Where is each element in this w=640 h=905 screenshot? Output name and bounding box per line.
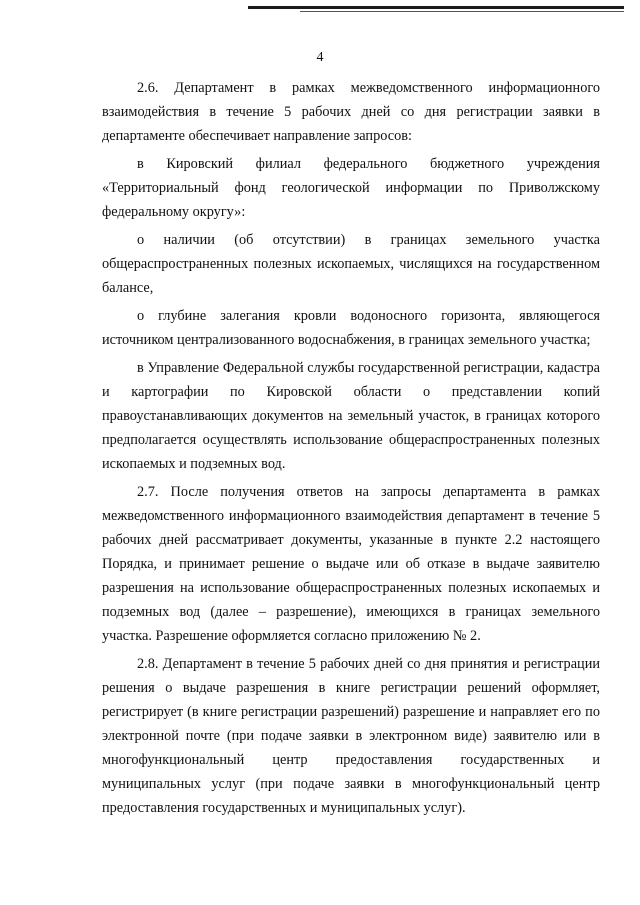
paragraph-minerals-presence: о наличии (об отсутствии) в границах земельного участка общераспространенных полезных ископаемых, числящихся на государственном балансе, — [102, 232, 600, 296]
paragraph-kirov-branch: в Кировский филиал федерального бюджетного учреждения «Территориальный фонд геологической информации по Приволжскому федеральному округу»: — [102, 156, 600, 220]
header-rule-thin — [300, 11, 624, 12]
paragraph-2-8: 2.8. Департамент в течение 5 рабочих дней со дня принятия и регистрации решения о выдаче разрешения в книге регистрации решений оформляет, регистрирует (в книге регистрации разрешений) разрешение и направляет его по электронной почте (при подаче заявки в электронном виде) заявителю или в многофункциональный центр предоставления государственных и муниципальных услуг (при подаче заявки в многофункциональный центр предоставления государственных и муниципальных услуг). — [102, 656, 600, 816]
paragraph-2-6: 2.6. Департамент в рамках межведомственного информационного взаимодействия в течение 5 рабочих дней со дня регистрации заявки в департаменте обеспечивает направление запросов: — [102, 80, 600, 144]
document-body — [102, 76, 600, 820]
paragraph-2-7: 2.7. После получения ответов на запросы департамента в рамках межведомственного информационного взаимодействия департамент в течение 5 рабочих дней рассматривает документы, указанные в пункте 2.2 настоящего Порядка, и принимает решение о выдаче или об отказе в выдаче заявителю разрешения на использование общераспространенных полезных ископаемых и подземных вод (далее – разрешение), имеющихся в границах земельного участка. Разрешение оформляется согласно приложению № 2. — [102, 484, 600, 644]
header-rule — [248, 6, 624, 9]
paragraph-aquifer-depth: о глубине залегания кровли водоносного горизонта, являющегося источником централизованного водоснабжения, в границах земельного участка; — [102, 308, 600, 348]
paragraph-registry-office: в Управление Федеральной службы государственной регистрации, кадастра и картографии по Кировской области о представлении копий правоустанавливающих документов на земельный участок, в границах которого предполагается осуществлять использование общераспространенных полезных ископаемых и подземных вод. — [102, 360, 600, 472]
page-number: 4 — [316, 50, 324, 65]
